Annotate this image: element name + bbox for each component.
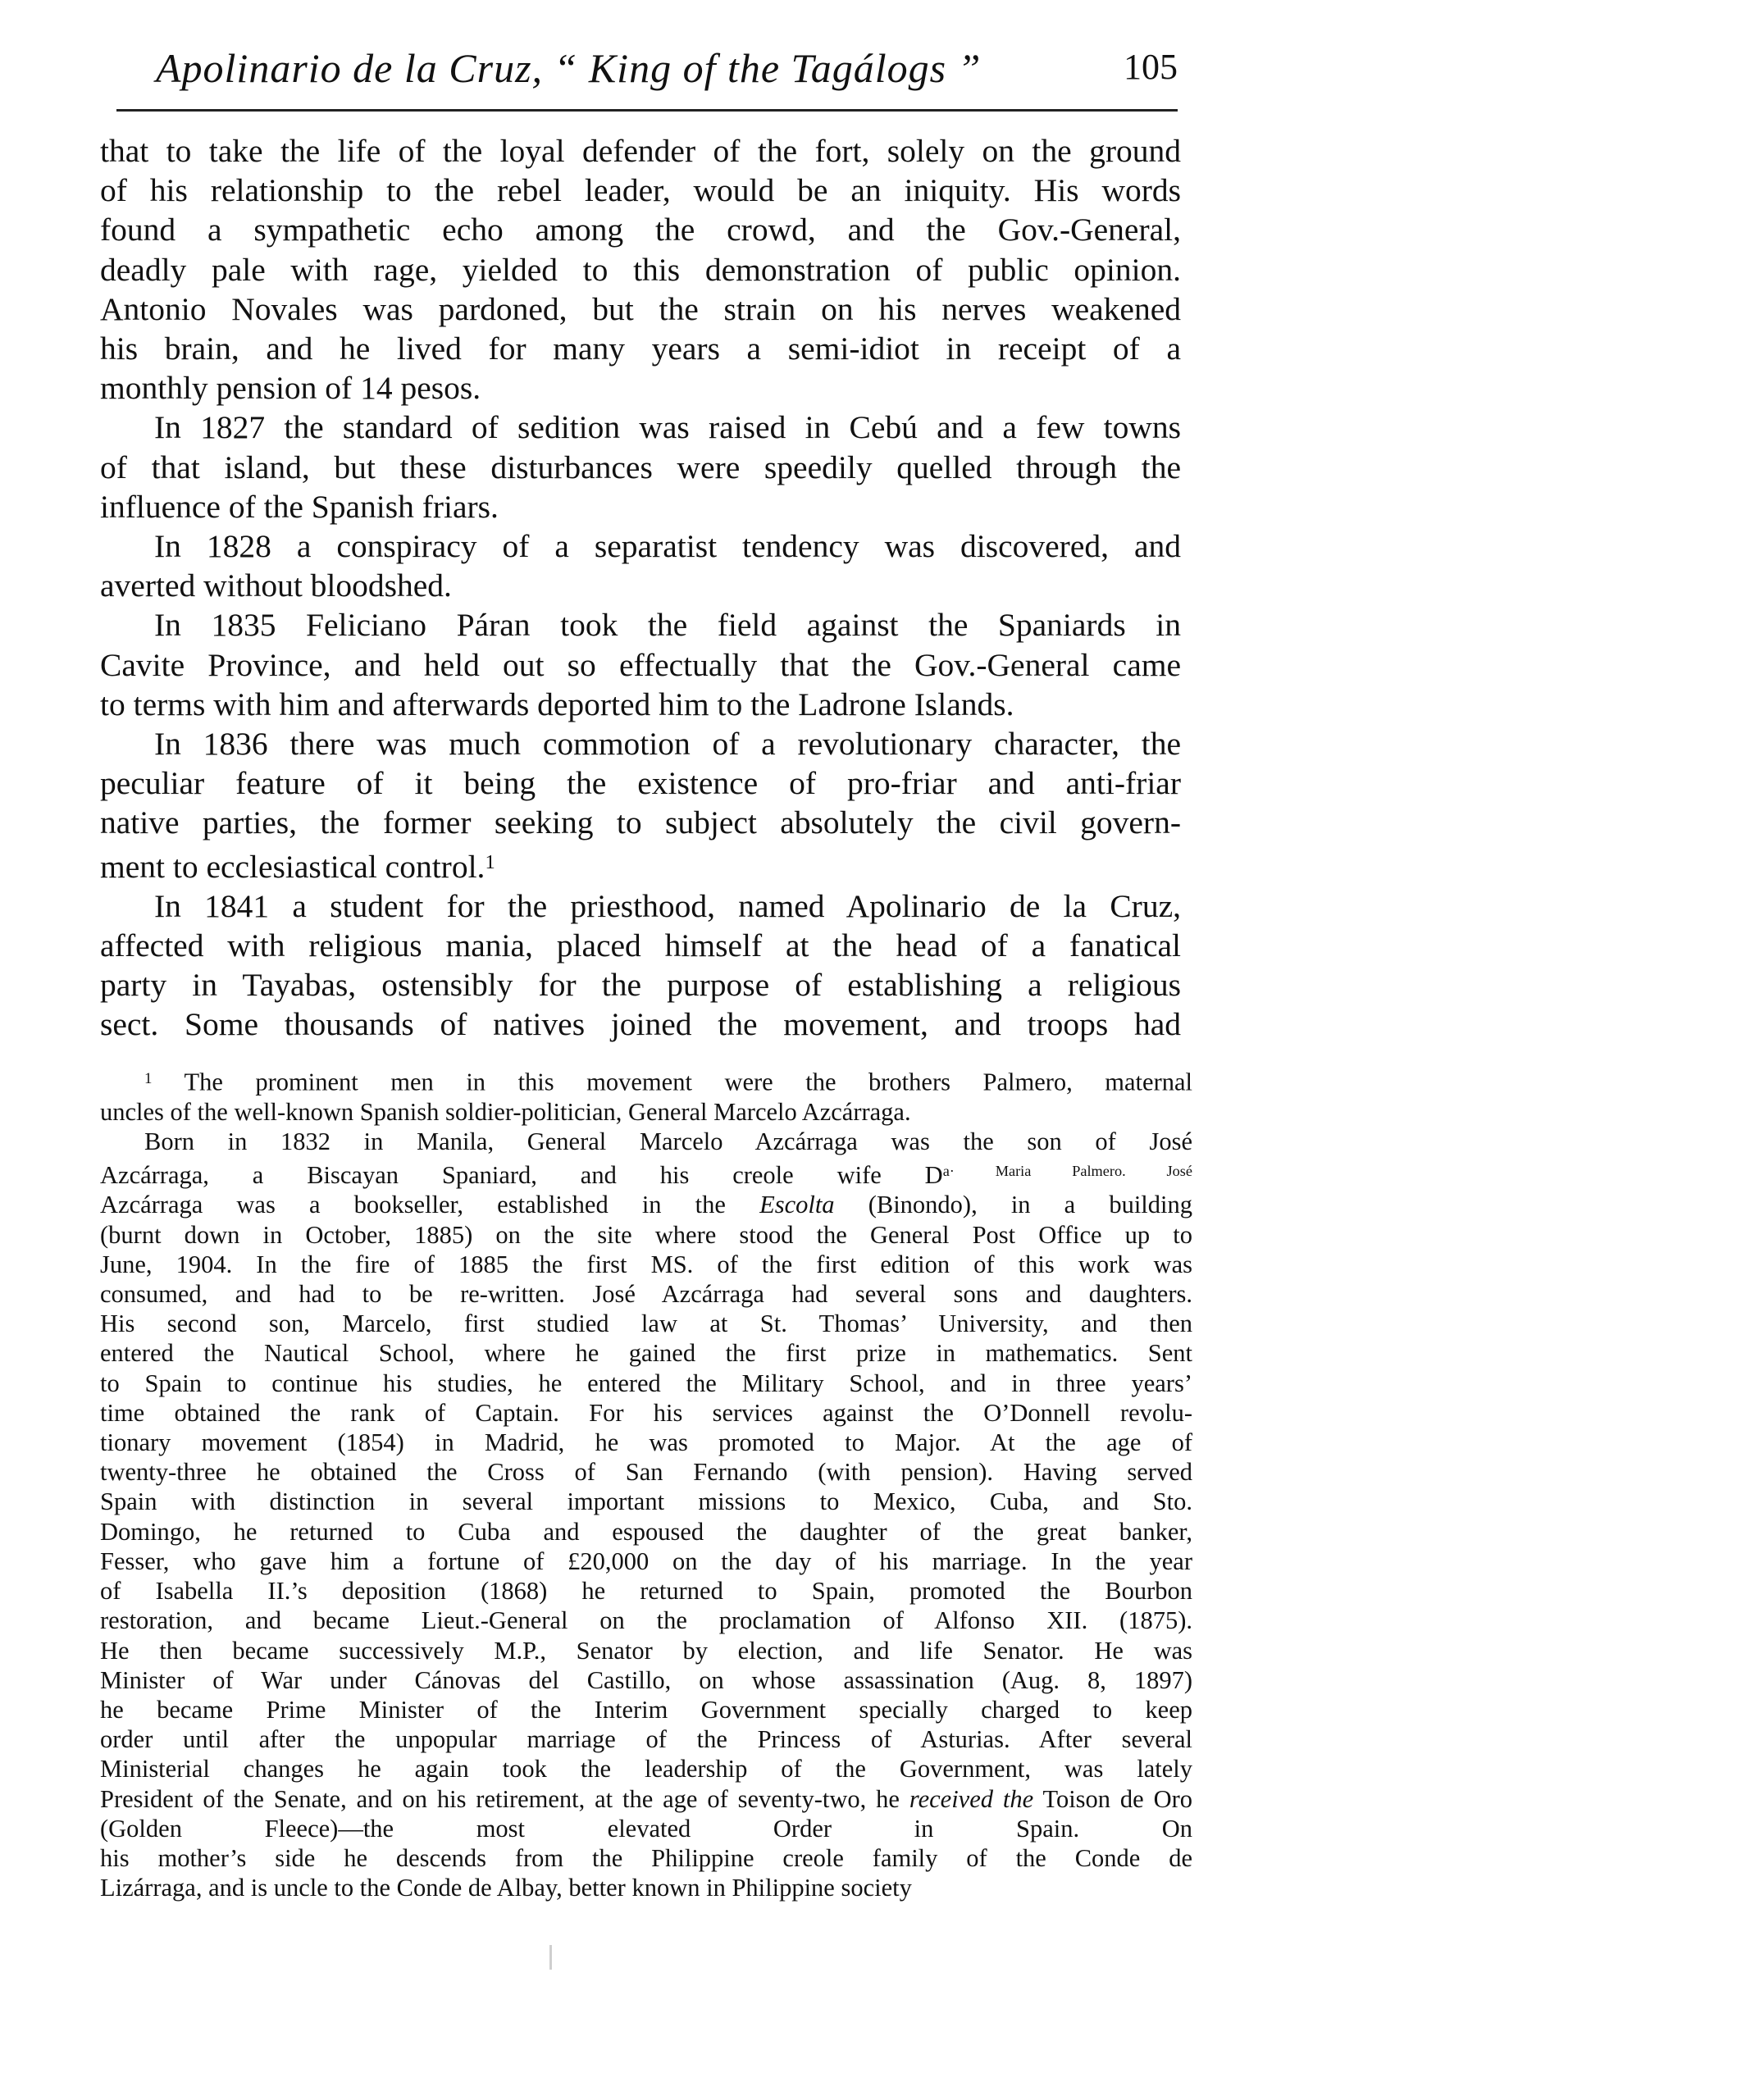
footnote-line: June, 1904. In the fire of 1885 the first MS. of the first edition of this work was xyxy=(100,1250,1192,1278)
footnote-line: (burnt down in October, 1885) on the site where stood the General Post Office up to xyxy=(100,1220,1192,1249)
body-line: Cavite Province, and held out so effectually that the Gov.-General came xyxy=(100,646,1181,683)
footnote-line xyxy=(100,1156,1192,1190)
footnote-line: uncles of the well-known Spanish soldier-politician, General Marcelo Azcárraga. xyxy=(100,1097,911,1126)
footnote-line: order until after the unpopular marriage of the Princess of Asturias. After several xyxy=(100,1725,1192,1754)
body-line: of that island, but these disturbances were speedily quelled through the xyxy=(100,449,1181,485)
footnote-italic: received the xyxy=(909,1784,1034,1813)
footnote-marker: 1 xyxy=(144,1070,153,1087)
footnote-line: restoration, and became Lieut.-General on the proclamation of Alfonso XII. (1875). xyxy=(100,1606,1192,1635)
footnote-line: He then became successively M.P., Senator by election, and life Senator. He was xyxy=(100,1636,1192,1665)
footnote-line: Ministerial changes he again took the leadership of the Government, was lately xyxy=(100,1755,1192,1783)
footnote-line: twenty-three he obtained the Cross of San Fernando (with pension). Having served xyxy=(100,1458,1192,1487)
body-line: In 1828 a conspiracy of a separatist tendency was discovered, and xyxy=(154,528,1181,565)
body-line: Antonio Novales was pardoned, but the strain on his nerves weakened xyxy=(100,290,1181,327)
footnote-line xyxy=(100,1784,1192,1814)
body-line: that to take the life of the loyal defender of the fort, solely on the ground xyxy=(100,133,1181,169)
footnote-line-text: Azcárraga, a Biscayan Spaniard, and his creole wife D xyxy=(100,1161,943,1190)
body-line: sect. Some thousands of natives joined the movement, and troops had xyxy=(100,1006,1181,1043)
body-line: of his relationship to the rebel leader, would be an iniquity. His words xyxy=(100,172,1181,209)
footnote-line: Fesser, who gave him a fortune of £20,000 on the day of his marriage. In the year xyxy=(100,1547,1192,1575)
footnote-italic: Escolta xyxy=(759,1191,835,1219)
body-line xyxy=(100,843,1181,886)
body-line: party in Tayabas, ostensibly for the purpose of establishing a religious xyxy=(100,967,1181,1004)
footnote-line: Spain with distinction in several important missions to Mexico, Cuba, and Sto. xyxy=(100,1487,1192,1516)
footnote-line: His second son, Marcelo, first studied law at St. Thomas’ University, and then xyxy=(100,1310,1192,1338)
body-line: averted without bloodshed. xyxy=(100,567,452,604)
footnote-line: Lizárraga, and is uncle to the Conde de Albay, better known in Philippine society xyxy=(100,1874,912,1902)
running-head-title: Apolinario de la Cruz, “ King of the Tagálogs ” xyxy=(156,45,982,91)
footnote-line-text: The prominent men in this movement were the brothers Palmero, maternal xyxy=(184,1068,1192,1096)
footnote-line: Minister of War under Cánovas del Castillo, on whose assassination (Aug. 8, 1897) xyxy=(100,1665,1192,1694)
footnote-line: his mother’s side he descends from the Philippine creole family of the Conde de xyxy=(100,1843,1192,1872)
footnote-line: of Isabella II.’s deposition (1868) he returned to Spain, promoted the Bourbon xyxy=(100,1577,1192,1606)
footnote-line: to Spain to continue his studies, he entered the Military School, and in three years’ xyxy=(100,1369,1192,1397)
footnote-line: time obtained the rank of Captain. For his services against the O’Donnell revolu- xyxy=(100,1398,1192,1427)
footnote-line: Born in 1832 in Manila, General Marcelo Azcárraga was the son of José xyxy=(144,1127,1192,1155)
body-line: to terms with him and afterwards deported him to the Ladrone Islands. xyxy=(100,686,1014,722)
body-line: affected with religious mania, placed himself at the head of a fanatical xyxy=(100,927,1181,964)
body-line: In 1836 there was much commotion of a revolutionary character, the xyxy=(154,726,1181,763)
footnote-line: entered the Nautical School, where he gained the first prize in mathematics. Sent xyxy=(100,1339,1192,1368)
footnote-line-text: a· Maria Palmero. José xyxy=(942,1163,1192,1180)
body-line: peculiar feature of it being the existence of pro-friar and anti-friar xyxy=(100,765,1181,802)
body-line-text: ment to ecclesiastical control. xyxy=(100,848,485,885)
footnote-line-text: Azcárraga was a bookseller, established in the xyxy=(100,1191,726,1219)
body-line: his brain, and he lived for many years a semi-idiot in receipt of a xyxy=(100,330,1181,367)
body-text xyxy=(100,131,1181,1045)
footnote-line xyxy=(100,1190,1192,1219)
footnote-line-text: (Binondo), in a building xyxy=(868,1191,1192,1219)
footnote xyxy=(100,1064,1192,1902)
footnote-line: consumed, and had to be re-written. José Azcárraga had several sons and daughters. xyxy=(100,1280,1192,1309)
footnote-line: (Golden Fleece)—the most elevated Order in Spain. On xyxy=(100,1814,1192,1843)
body-line: deadly pale with rage, yielded to this demonstration of public opinion. xyxy=(100,251,1181,288)
body-line: In 1827 the standard of sedition was raised in Cebú and a few towns xyxy=(154,409,1181,446)
footnote-reference: 1 xyxy=(485,850,495,873)
footnote-line: he became Prime Minister of the Interim Government specially charged to keep xyxy=(100,1695,1192,1724)
body-line: influence of the Spanish friars. xyxy=(100,488,499,525)
footnote-line-text: President of the Senate, and on his retirement, at the age of seventy-two, he xyxy=(100,1784,900,1813)
footnote-line: tionary movement (1854) in Madrid, he was promoted to Major. At the age of xyxy=(100,1428,1192,1457)
running-head xyxy=(156,44,1178,102)
header-rule xyxy=(116,109,1178,112)
body-line: found a sympathetic echo among the crowd, and the Gov.-General, xyxy=(100,212,1181,248)
body-line: In 1835 Feliciano Páran took the field against the Spaniards in xyxy=(154,607,1181,644)
body-line: In 1841 a student for the priesthood, named Apolinario de la Cruz, xyxy=(154,887,1181,924)
footnote-line xyxy=(100,1064,1192,1097)
body-line: native parties, the former seeking to subject absolutely the civil govern- xyxy=(100,804,1181,841)
footnote-line-text: Toison de Oro xyxy=(1042,1784,1193,1813)
page-number: 105 xyxy=(1124,47,1178,87)
scan-mark xyxy=(549,1945,552,1970)
footnote-line: Domingo, he returned to Cuba and espoused the daughter of the great banker, xyxy=(100,1517,1192,1546)
body-line: monthly pension of 14 pesos. xyxy=(100,370,481,407)
